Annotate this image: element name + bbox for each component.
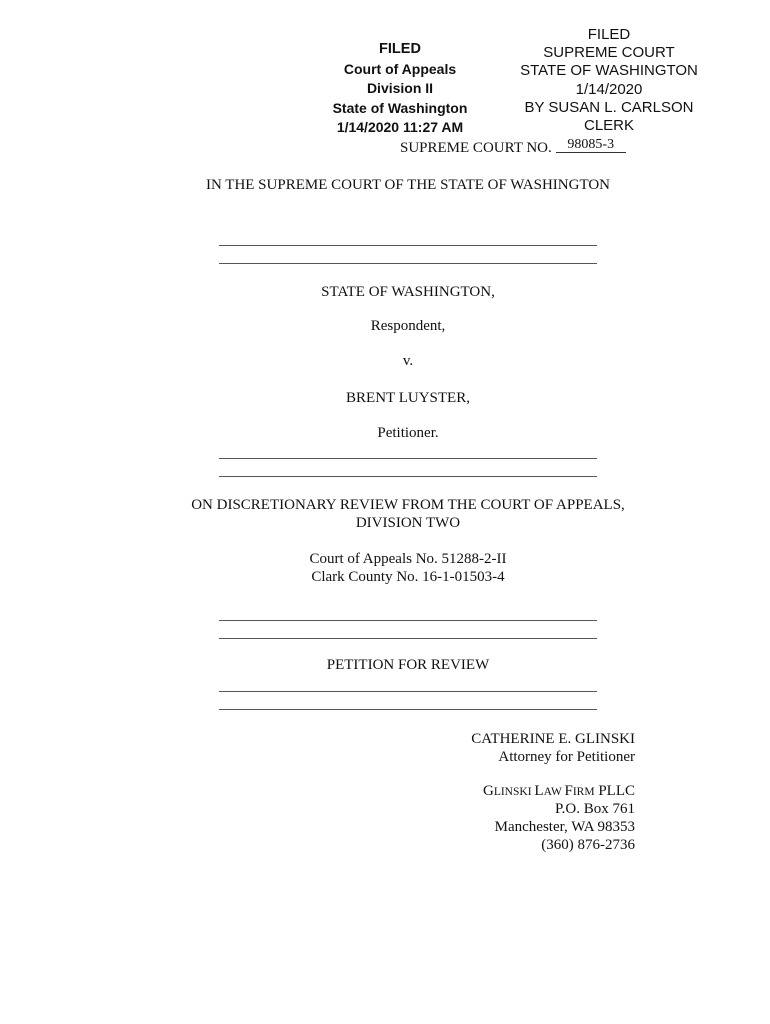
caption-versus: v. [402, 353, 414, 369]
coa-stamp-court: Court of Appeals [343, 60, 457, 77]
supreme-court-filing-stamp [508, 26, 710, 135]
supreme-court-number-label: SUPREME COURT NO. [400, 140, 552, 156]
caption-defendant-role: Petitioner. [377, 425, 439, 441]
court-of-appeals-number: Court of Appeals No. 51288-2-II [309, 551, 507, 567]
divider-rule [219, 245, 597, 246]
caption-plaintiff: STATE OF WASHINGTON, [321, 284, 495, 300]
caption-defendant: BRENT LUYSTER, [346, 390, 470, 406]
county-number: Clark County No. 16-1-01503-4 [311, 569, 505, 585]
sc-stamp-court: SUPREME COURT [543, 44, 675, 62]
divider-rule [219, 691, 597, 692]
document-title: PETITION FOR REVIEW [326, 657, 490, 673]
review-line-1: ON DISCRETIONARY REVIEW FROM THE COURT OF APPEALS, [191, 497, 625, 513]
divider-rule [219, 476, 597, 477]
court-of-appeals-filing-stamp [328, 40, 472, 138]
sc-stamp-date: 1/14/2020 [575, 80, 643, 98]
divider-rule [219, 638, 597, 639]
review-line-2: DIVISION TWO [355, 515, 461, 531]
coa-stamp-filed: FILED [379, 41, 421, 57]
law-firm-po-box: P.O. Box 761 [554, 801, 635, 817]
law-firm-name: GLINSKI LAW FIRM PLLC [482, 783, 635, 799]
sc-stamp-filed: FILED [587, 26, 631, 43]
divider-rule [219, 263, 597, 264]
court-heading: IN THE SUPREME COURT OF THE STATE OF WASHINGTON [205, 177, 611, 193]
divider-rule [219, 458, 597, 459]
law-firm-phone: (360) 876-2736 [541, 837, 635, 853]
sc-stamp-clerk: CLERK [583, 117, 635, 135]
sc-stamp-by: BY SUSAN L. CARLSON [524, 98, 694, 116]
attorney-role: Attorney for Petitioner [498, 749, 635, 765]
law-firm-city: Manchester, WA 98353 [494, 819, 635, 835]
divider-rule [219, 620, 597, 621]
coa-stamp-state: State of Washington [332, 99, 468, 116]
coa-stamp-datetime: 1/14/2020 11:27 AM [336, 119, 464, 135]
sc-stamp-state: STATE OF WASHINGTON [520, 62, 698, 80]
supreme-court-number-value: 98085-3 [556, 138, 626, 153]
caption-plaintiff-role: Respondent, [370, 318, 446, 334]
supreme-court-number [400, 137, 626, 157]
divider-rule [219, 709, 597, 710]
coa-stamp-division: Division II [366, 80, 434, 96]
attorney-name: CATHERINE E. GLINSKI [471, 731, 635, 747]
